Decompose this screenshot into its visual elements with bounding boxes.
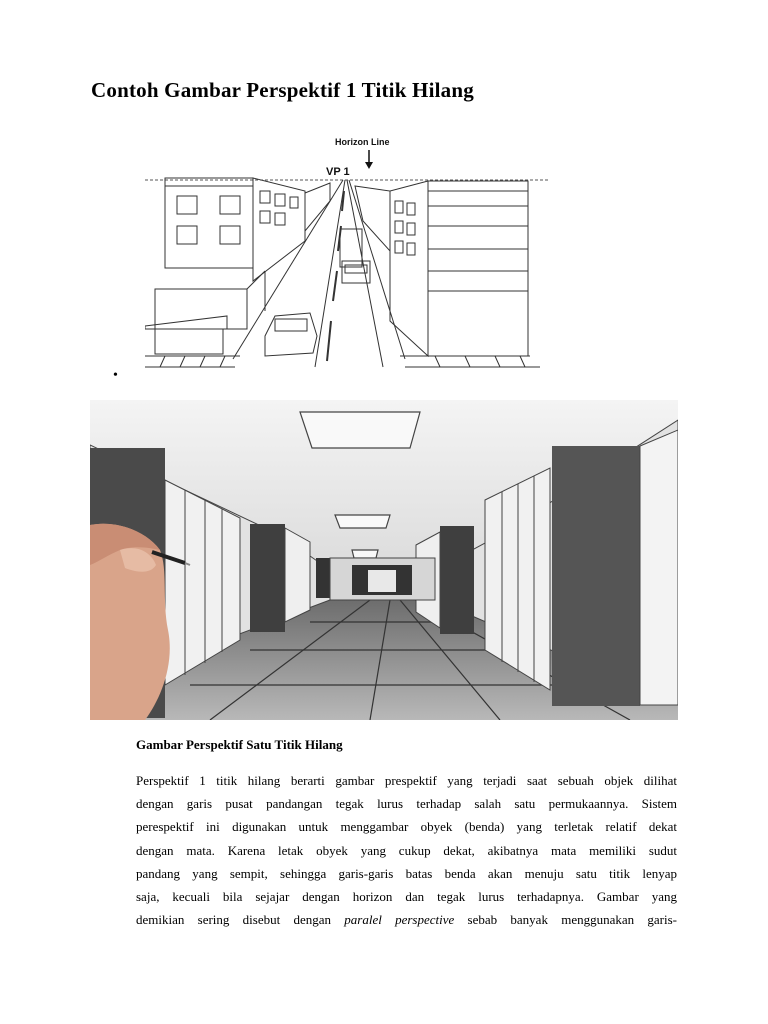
page-title: Contoh Gambar Perspektif 1 Titik Hilang [91,78,474,102]
hallway-perspective-drawing [90,400,678,720]
paragraph-line: Perspektif 1 titik hilang berarti gambar prespektif yang terjadi saat sebuah objek dilihat [136,773,677,788]
last-line-after: sebab banyak menggunakan garis- [454,912,677,928]
street-perspective-drawing [145,131,550,371]
last-line-before: demikian sering disebut dengan [136,912,345,928]
paragraph-line: perespektif ini digunakan untuk menggambar obyek (benda) yang terletak relatif dekat [136,819,677,835]
body-paragraph [136,769,677,931]
paragraph-line: dengan garis pusat pandangan tegak lurus terhadap salah satu permukaannya. Sistem [136,796,677,812]
paragraph-line: pandang yang sempit, sehingga garis-garis batas benda akan menuju satu titik lenyap [136,865,677,881]
figure-caption: Gambar Perspektif Satu Titik Hilang [136,737,343,752]
paragraph-last-line [136,908,677,931]
italic-term: paralel perspective [344,912,455,928]
paragraph-line: dengan mata. Karena letak obyek yang cukup dekat, akibatnya mata memiliki sudut [136,842,677,858]
horizon-line-label: Horizon Line [335,137,390,147]
vp-label: VP 1 [326,166,350,178]
list-bullet: • [113,368,118,383]
paragraph-line: saja, kecuali bila sejajar dengan horizon dan tegak lurus terhadapnya. Gambar yang [136,889,677,905]
